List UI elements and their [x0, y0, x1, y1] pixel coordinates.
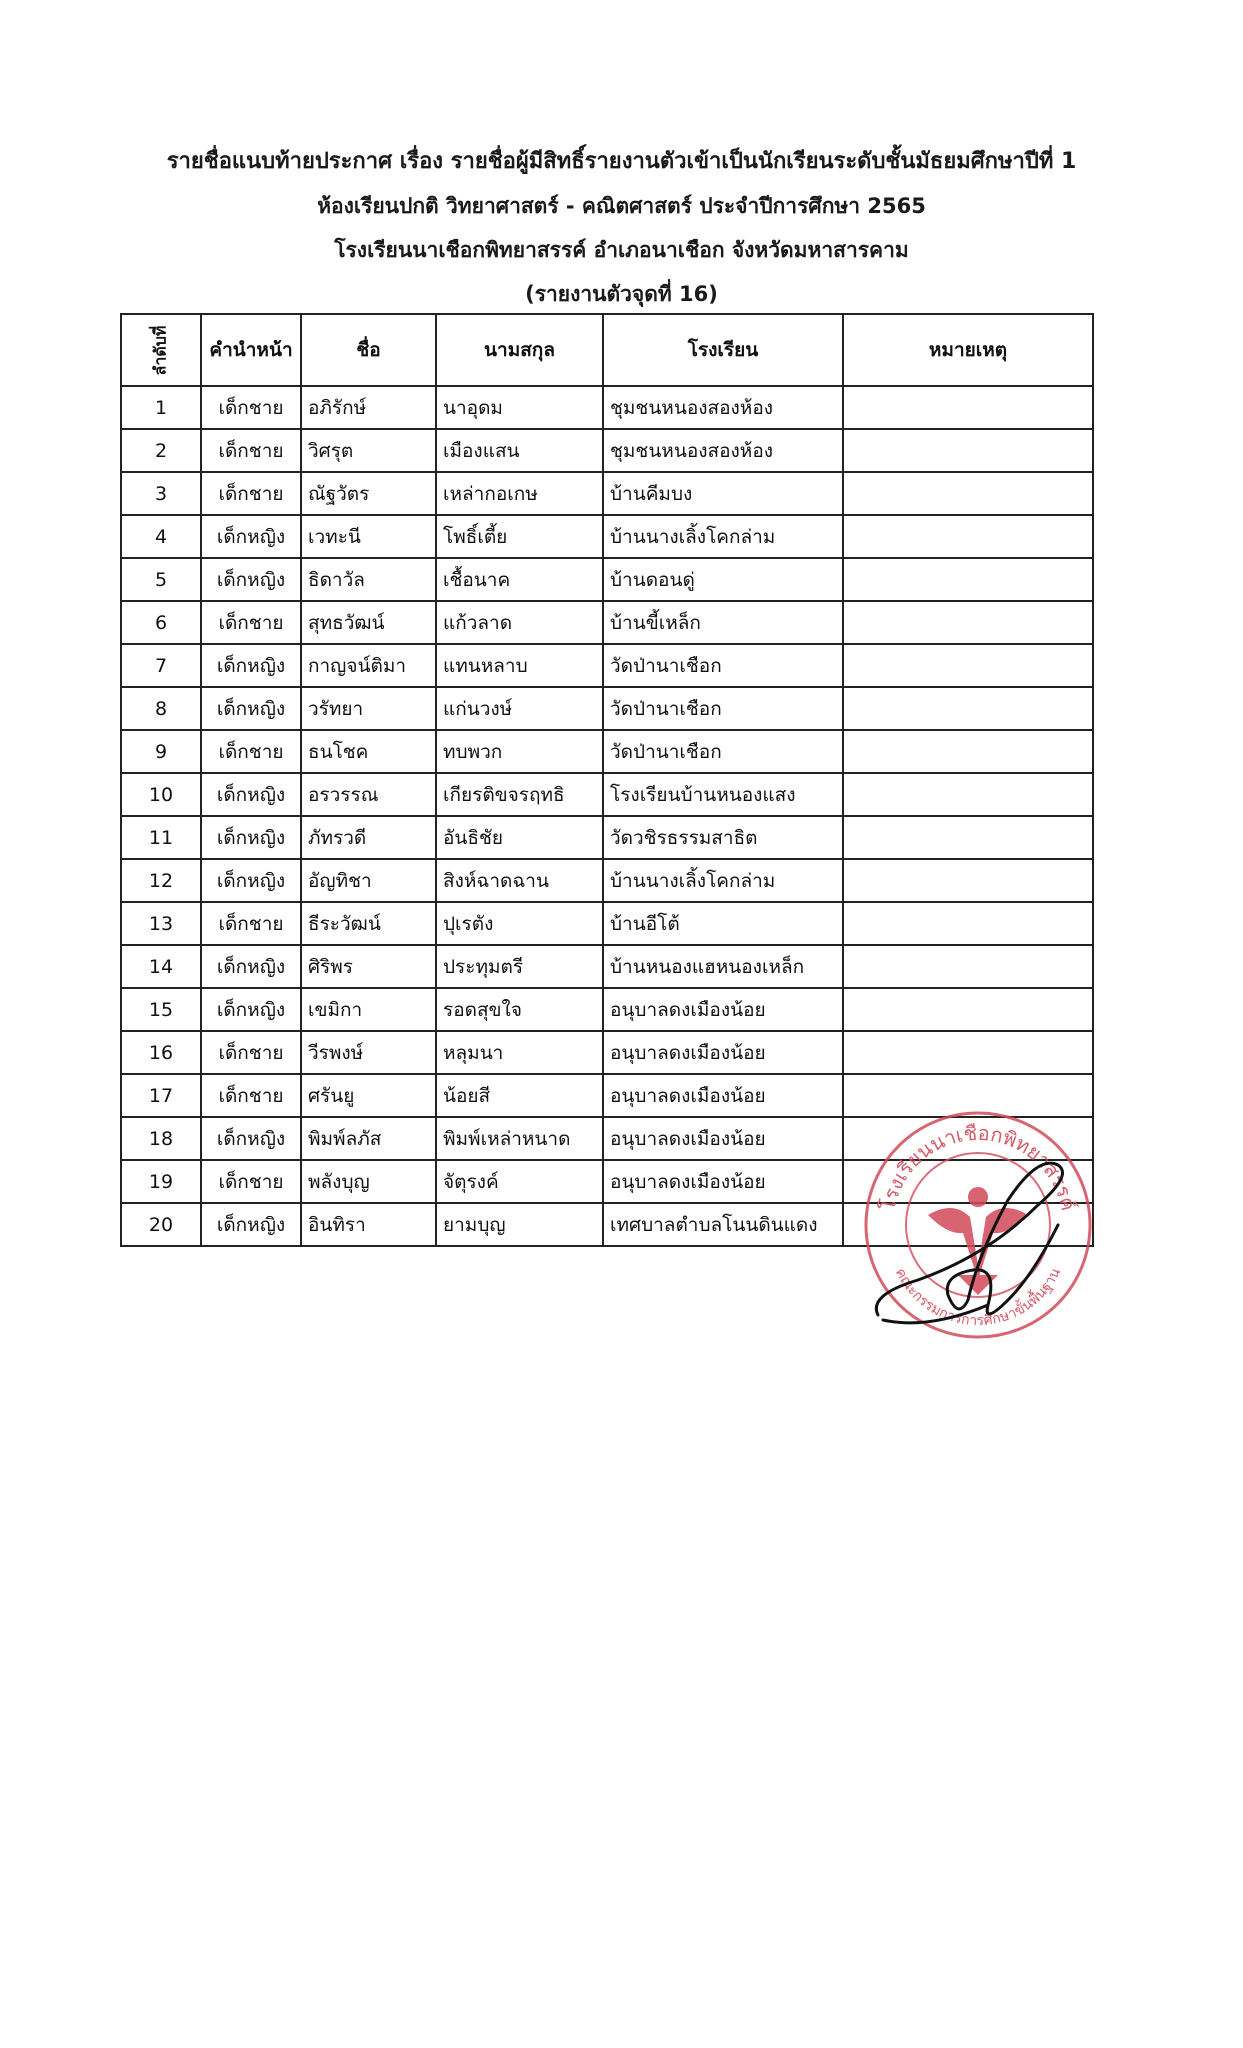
cell-remarks	[843, 386, 1093, 429]
cell-last-name: รอดสุขใจ	[436, 988, 603, 1031]
cell-school: วัดวชิรธรรมสาธิต	[603, 816, 843, 859]
cell-last-name: หลุมนา	[436, 1031, 603, 1074]
cell-prefix: เด็กชาย	[201, 429, 301, 472]
cell-last-name: สิงห์ฉาดฉาน	[436, 859, 603, 902]
cell-remarks	[843, 859, 1093, 902]
cell-school: บ้านคีมบง	[603, 472, 843, 515]
cell-prefix: เด็กหญิง	[201, 1203, 301, 1246]
cell-number: 1	[121, 386, 201, 429]
cell-number: 17	[121, 1074, 201, 1117]
header-remarks: หมายเหตุ	[843, 314, 1093, 386]
cell-first-name: สุทธวัฒน์	[301, 601, 436, 644]
cell-first-name: กาญจน์ติมา	[301, 644, 436, 687]
cell-last-name: จัตุรงค์	[436, 1160, 603, 1203]
cell-first-name: วรัทยา	[301, 687, 436, 730]
cell-school: บ้านดอนดู่	[603, 558, 843, 601]
cell-first-name: อภิรักษ์	[301, 386, 436, 429]
table-row	[121, 601, 1093, 644]
cell-last-name: แก้วลาด	[436, 601, 603, 644]
cell-first-name: ธิดาวัล	[301, 558, 436, 601]
cell-last-name: อันธิชัย	[436, 816, 603, 859]
cell-last-name: เชื้อนาค	[436, 558, 603, 601]
cell-number: 15	[121, 988, 201, 1031]
table-header-row	[121, 314, 1093, 386]
cell-prefix: เด็กชาย	[201, 902, 301, 945]
cell-first-name: เวทะนี	[301, 515, 436, 558]
cell-first-name: ณัฐวัตร	[301, 472, 436, 515]
header-first-name: ชื่อ	[301, 314, 436, 386]
cell-first-name: อินทิรา	[301, 1203, 436, 1246]
cell-remarks	[843, 558, 1093, 601]
cell-last-name: นาอุดม	[436, 386, 603, 429]
cell-last-name: พิมพ์เหล่าหนาด	[436, 1117, 603, 1160]
cell-prefix: เด็กหญิง	[201, 1117, 301, 1160]
table-row	[121, 859, 1093, 902]
report-point-line: (รายงานตัวจุดที่ 16)	[525, 282, 718, 306]
cell-school: วัดป่านาเชือก	[603, 730, 843, 773]
cell-number: 7	[121, 644, 201, 687]
cell-prefix: เด็กหญิง	[201, 558, 301, 601]
cell-prefix: เด็กหญิง	[201, 773, 301, 816]
cell-prefix: เด็กหญิง	[201, 859, 301, 902]
table-row	[121, 1031, 1093, 1074]
cell-remarks	[843, 429, 1093, 472]
cell-number: 4	[121, 515, 201, 558]
cell-first-name: เขมิกา	[301, 988, 436, 1031]
cell-number: 12	[121, 859, 201, 902]
cell-prefix: เด็กหญิง	[201, 644, 301, 687]
cell-first-name: อัญทิชา	[301, 859, 436, 902]
cell-school: บ้านนางเลิ้งโคกล่าม	[603, 859, 843, 902]
cell-last-name: เกียรติขจรฤทธิ	[436, 773, 603, 816]
cell-number: 14	[121, 945, 201, 988]
cell-number: 20	[121, 1203, 201, 1246]
garuda-emblem-icon	[928, 1187, 1028, 1295]
cell-remarks	[843, 945, 1093, 988]
cell-school: อนุบาลดงเมืองน้อย	[603, 1074, 843, 1117]
cell-school: บ้านขี้เหล็ก	[603, 601, 843, 644]
table-row	[121, 644, 1093, 687]
table-row	[121, 730, 1093, 773]
cell-number: 5	[121, 558, 201, 601]
cell-remarks	[843, 687, 1093, 730]
table-row	[121, 902, 1093, 945]
cell-prefix: เด็กหญิง	[201, 988, 301, 1031]
cell-number: 2	[121, 429, 201, 472]
cell-number: 6	[121, 601, 201, 644]
class-program-line: ห้องเรียนปกติ วิทยาศาสตร์ - คณิตศาสตร์ ประจำปีการศึกษา 2565	[317, 194, 926, 218]
cell-school: อนุบาลดงเมืองน้อย	[603, 1117, 843, 1160]
table-row	[121, 687, 1093, 730]
cell-number: 13	[121, 902, 201, 945]
cell-first-name: ศิริพร	[301, 945, 436, 988]
cell-school: วัดป่านาเชือก	[603, 687, 843, 730]
cell-last-name: ปุเรตัง	[436, 902, 603, 945]
cell-last-name: เหล่ากอเกษ	[436, 472, 603, 515]
cell-last-name: ยามบุญ	[436, 1203, 603, 1246]
school-seal-with-signature	[858, 1105, 1098, 1345]
table-row	[121, 773, 1093, 816]
cell-first-name: ธนโชค	[301, 730, 436, 773]
cell-last-name: แทนหลาบ	[436, 644, 603, 687]
cell-number: 9	[121, 730, 201, 773]
cell-prefix: เด็กชาย	[201, 601, 301, 644]
announcement-title: รายชื่อแนบท้ายประกาศ เรื่อง รายชื่อผู้มีสิทธิ์รายงานตัวเข้าเป็นนักเรียนระดับชั้นมัธยมศึกษาปีที่ 1	[166, 149, 1077, 174]
header-last-name: นามสกุล	[436, 314, 603, 386]
cell-prefix: เด็กชาย	[201, 1160, 301, 1203]
table-row	[121, 515, 1093, 558]
cell-school: บ้านอีโต้	[603, 902, 843, 945]
cell-last-name: โพธิ์เตี้ย	[436, 515, 603, 558]
cell-number: 19	[121, 1160, 201, 1203]
cell-school: อนุบาลดงเมืองน้อย	[603, 988, 843, 1031]
cell-prefix: เด็กชาย	[201, 1074, 301, 1117]
cell-last-name: น้อยสี	[436, 1074, 603, 1117]
seal-bottom-text: คณะกรรมการการศึกษาขั้นพื้นฐาน	[891, 1265, 1065, 1330]
cell-school: โรงเรียนบ้านหนองแสง	[603, 773, 843, 816]
cell-prefix: เด็กชาย	[201, 1031, 301, 1074]
cell-remarks	[843, 902, 1093, 945]
table-row	[121, 386, 1093, 429]
cell-school: บ้านหนองแฮหนองเหล็ก	[603, 945, 843, 988]
cell-remarks	[843, 773, 1093, 816]
cell-first-name: วีรพงษ์	[301, 1031, 436, 1074]
cell-remarks	[843, 988, 1093, 1031]
cell-first-name: อรวรรณ	[301, 773, 436, 816]
cell-remarks	[843, 601, 1093, 644]
header-prefix: คำนำหน้า	[201, 314, 301, 386]
table-row	[121, 945, 1093, 988]
cell-number: 3	[121, 472, 201, 515]
seal-top-text: โรงเรียนนาเชือกพิทยาสรรค์	[875, 1120, 1081, 1213]
cell-remarks	[843, 472, 1093, 515]
cell-prefix: เด็กหญิง	[201, 515, 301, 558]
table-row	[121, 988, 1093, 1031]
cell-prefix: เด็กชาย	[201, 730, 301, 773]
cell-last-name: เมืองแสน	[436, 429, 603, 472]
cell-school: เทศบาลตำบลโนนดินแดง	[603, 1203, 843, 1246]
cell-prefix: เด็กชาย	[201, 386, 301, 429]
table-row	[121, 816, 1093, 859]
cell-school: ชุมชนหนองสองห้อง	[603, 386, 843, 429]
cell-last-name: ประทุมตรี	[436, 945, 603, 988]
cell-first-name: พลังบุญ	[301, 1160, 436, 1203]
table-row	[121, 558, 1093, 601]
cell-school: บ้านนางเลิ้งโคกล่าม	[603, 515, 843, 558]
table-row	[121, 472, 1093, 515]
cell-remarks	[843, 730, 1093, 773]
cell-remarks	[843, 515, 1093, 558]
cell-remarks	[843, 1031, 1093, 1074]
cell-first-name: ธีระวัฒน์	[301, 902, 436, 945]
cell-number: 10	[121, 773, 201, 816]
cell-number: 18	[121, 1117, 201, 1160]
cell-first-name: พิมพ์ลภัส	[301, 1117, 436, 1160]
cell-first-name: ศรันยู	[301, 1074, 436, 1117]
table-row	[121, 429, 1093, 472]
cell-remarks	[843, 644, 1093, 687]
school-location-line: โรงเรียนนาเชือกพิทยาสรรค์ อำเภอนาเชือก จังหวัดมหาสารคาม	[334, 238, 909, 262]
cell-last-name: แก่นวงษ์	[436, 687, 603, 730]
cell-prefix: เด็กหญิง	[201, 687, 301, 730]
cell-number: 11	[121, 816, 201, 859]
cell-prefix: เด็กหญิง	[201, 945, 301, 988]
cell-number: 16	[121, 1031, 201, 1074]
header-number: ลำดับที่	[121, 314, 201, 386]
cell-first-name: ภัทรวดี	[301, 816, 436, 859]
cell-school: อนุบาลดงเมืองน้อย	[603, 1031, 843, 1074]
cell-school: อนุบาลดงเมืองน้อย	[603, 1160, 843, 1203]
cell-prefix: เด็กหญิง	[201, 816, 301, 859]
cell-remarks	[843, 816, 1093, 859]
cell-first-name: วิศรุต	[301, 429, 436, 472]
cell-last-name: ทบพวก	[436, 730, 603, 773]
cell-number: 8	[121, 687, 201, 730]
cell-school: วัดป่านาเชือก	[603, 644, 843, 687]
cell-school: ชุมชนหนองสองห้อง	[603, 429, 843, 472]
header-school: โรงเรียน	[603, 314, 843, 386]
cell-prefix: เด็กชาย	[201, 472, 301, 515]
